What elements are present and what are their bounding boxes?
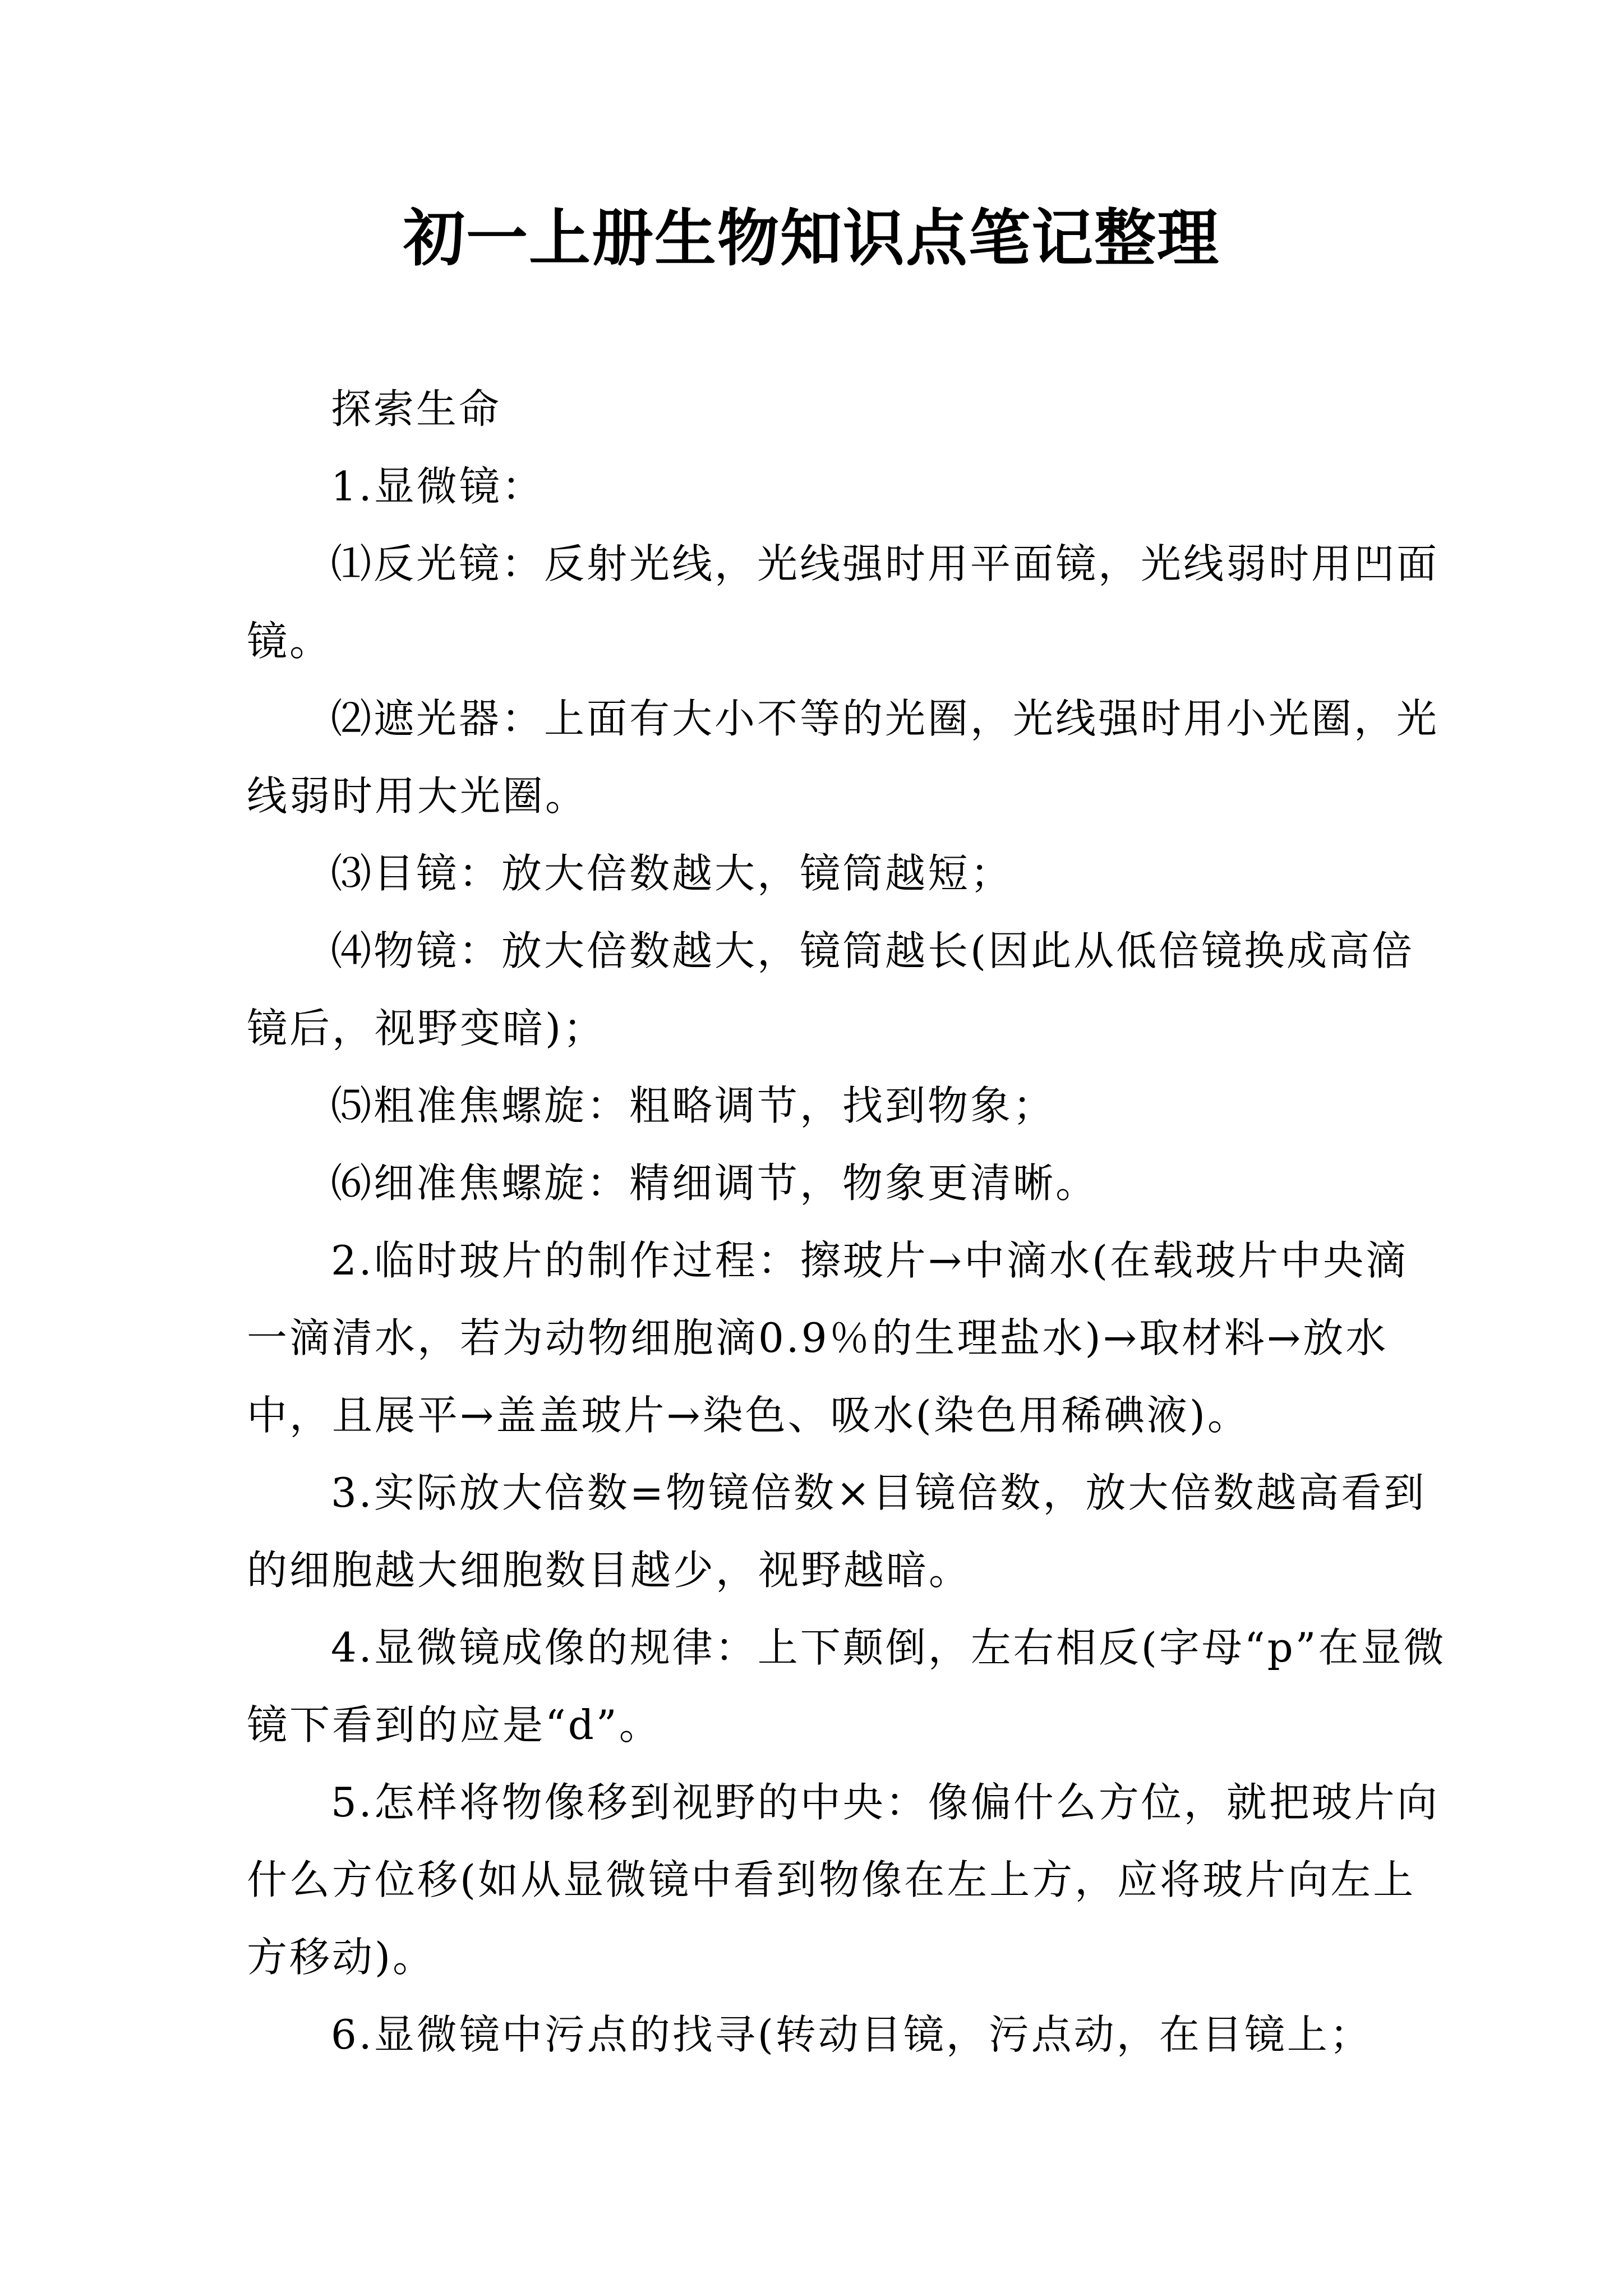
paragraph: ⑵遮光器：上面有大小不等的光圈，光线强时用小光圈，光线弱时用大光圈。 bbox=[247, 695, 1440, 820]
paragraph: ⑷物镜：放大倍数越大，镜筒越长(因此从低倍镜换成高倍镜后，视野变暗)； bbox=[247, 927, 1415, 1052]
section-heading: 探索生命 bbox=[331, 385, 502, 432]
paragraph: 1.显微镜： bbox=[331, 463, 545, 510]
document-body bbox=[247, 370, 1447, 2073]
paragraph: ⑴反光镜：反射光线，光线强时用平面镜，光线弱时用凹面镜。 bbox=[247, 540, 1440, 665]
paragraph: 3.实际放大倍数=物镜倍数×目镜倍数，放大倍数越高看到的细胞越大细胞数目越少，视野越暗。 bbox=[247, 1469, 1427, 1594]
paragraph: 6.显微镜中污点的找寻(转动目镜，污点动，在目镜上； bbox=[331, 2011, 1372, 2058]
paragraph: 2.临时玻片的制作过程：擦玻片→中滴水(在载玻片中央滴一滴清水，若为动物细胞滴0.9％的生理盐水)→取材料→放水中，且展平→盖盖玻片→染色、吸水(染色用稀碘液)。 bbox=[247, 1237, 1409, 1439]
page-title: 初一上册生物知识点笔记整理 bbox=[403, 202, 1220, 274]
paragraph: ⑶目镜：放大倍数越大，镜筒越短； bbox=[331, 850, 1013, 897]
paragraph: ⑹细准焦螺旋：精细调节，物象更清晰。 bbox=[331, 1159, 1099, 1207]
paragraph: 4.显微镜成像的规律：上下颠倒，左右相反(字母“p”在显微镜下看到的应是“d”。 bbox=[247, 1624, 1446, 1749]
paragraph: 5.怎样将物像移到视野的中央：像偏什么方位，就把玻片向什么方位移(如从显微镜中看到物像在左上方，应将玻片向左上方移动)。 bbox=[247, 1779, 1440, 1981]
paragraph: ⑸粗准焦螺旋：粗略调节，找到物象； bbox=[331, 1082, 1056, 1129]
